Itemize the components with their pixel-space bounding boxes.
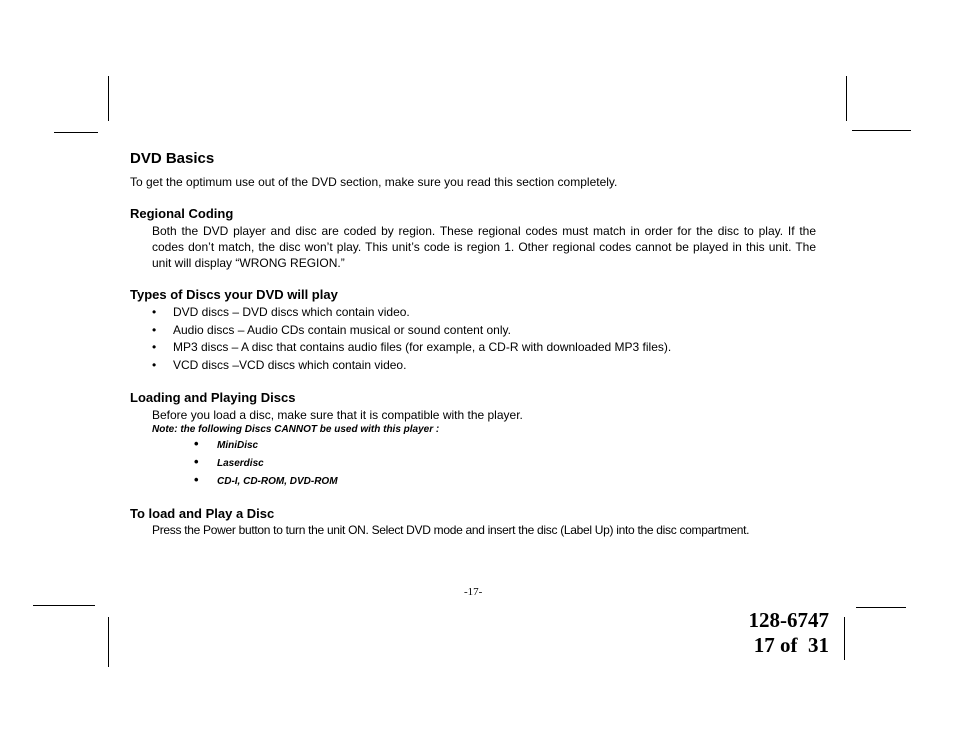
disc-types-list (152, 304, 671, 374)
crop-mark (108, 76, 109, 121)
regional-coding-heading: Regional Coding (130, 206, 234, 221)
disc-types-heading: Types of Discs your DVD will play (130, 287, 338, 302)
incompatible-list (194, 437, 338, 491)
crop-mark (852, 130, 911, 131)
loading-text: Before you load a disc, make sure that it is compatible with the player. (152, 408, 523, 422)
crop-mark (856, 607, 906, 608)
list-item: • MP3 discs – A disc that contains audio files (for example, a CD-R with downloaded MP3 files). (152, 340, 672, 354)
list-item: • Laserdisc (194, 454, 264, 469)
list-item: • VCD discs –VCD discs which contain video. (152, 357, 407, 372)
loading-heading: Loading and Playing Discs (130, 390, 296, 405)
list-item: • MiniDisc (194, 436, 259, 451)
crop-mark (846, 76, 847, 121)
bullet-icon: • (152, 340, 157, 354)
page-number: -17- (464, 586, 483, 598)
to-load-heading: To load and Play a Disc (130, 506, 275, 521)
list-item: • CD-I, CD-ROM, DVD-ROM (194, 472, 338, 487)
page-count: 17 of 31 (753, 633, 829, 657)
crop-mark (54, 132, 98, 133)
to-load-text: Press the Power button to turn the unit ON. Select DVD mode and insert the disc (Label Up) into the disc compartment. (152, 523, 750, 537)
bullet-icon: • (194, 472, 199, 487)
section-title: DVD Basics (130, 150, 215, 167)
crop-mark (844, 617, 845, 660)
bullet-icon: • (152, 357, 157, 372)
bullet-icon: • (152, 305, 157, 319)
bullet-icon: • (194, 436, 199, 451)
document-number: 128-6747 (748, 608, 829, 632)
intro-text: To get the optimum use out of the DVD section, make sure you read this section completely. (130, 175, 618, 189)
crop-mark (108, 617, 109, 667)
list-item: • Audio discs – Audio CDs contain musical or sound content only. (152, 322, 511, 337)
crop-mark (33, 605, 95, 606)
regional-coding-text: Both the DVD player and disc are coded by region. These regional codes must match in order for the disc to play. If the codes don’t match, the disc won’t play. This unit’s code is region 1. Other regional codes cannot be played in this unit. The unit will display “WRONG REGION.” (152, 224, 816, 270)
document-number-block (743, 608, 829, 658)
list-item: • DVD discs – DVD discs which contain video. (152, 305, 410, 319)
bullet-icon: • (194, 454, 199, 469)
bullet-icon: • (152, 322, 157, 337)
incompatible-note: Note: the following Discs CANNOT be used with this player : (152, 424, 440, 435)
